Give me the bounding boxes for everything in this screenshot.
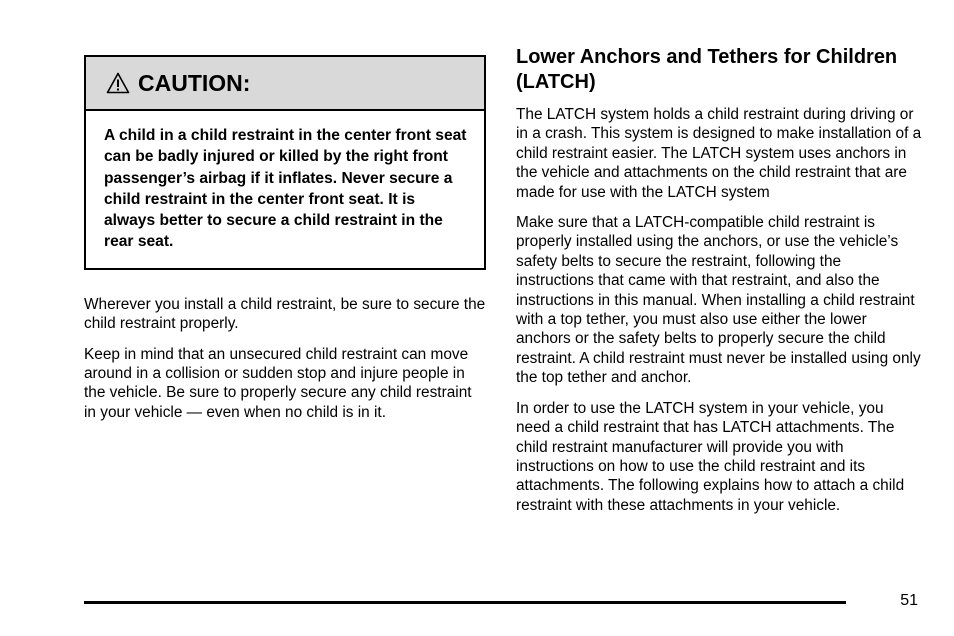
caution-header [86,57,484,111]
caution-title: CAUTION: [138,69,251,96]
paragraph-install-properly: Wherever you install a child restraint, be sure to secure the child restraint properly. [84,295,486,333]
page-number: 51 [900,592,918,609]
warning-triangle-icon [106,72,130,94]
caution-text: A child in a child restraint in the center front seat can be badly injured or killed by the right front passenger’s airbag if it inflates. Never secure a child restraint in the center front seat. It is always better to secure a child restraint in the rear seat. [104,127,467,251]
left-paragraphs [84,295,486,422]
right-column [516,45,922,526]
footer-rule [84,601,846,604]
caution-box [84,55,486,270]
paragraph-latch-usage: In order to use the LATCH system in your vehicle, you need a child restraint that has LATCH attachments. The child restraint manufacturer will provide you with instructions on how to use the child restraint and its attachments. The following explains how to attach a child restraint with these attachments in your vehicle. [516,399,905,514]
paragraph-latch-compatible: Make sure that a LATCH-compatible child restraint is properly installed using the anchors, or use the vehicle’s safety belts to secure the restraint, following the instructions that came with that restraint, and also the instructions in this manual. When installing a child restraint with a top tether, you must also use either the lower anchors or the safety belts to properly secure the child restraint. A child restraint must never be installed using only the top tether and anchor. [516,214,921,387]
left-column [84,55,486,433]
section-heading: Lower Anchors and Tethers for Children (LATCH) [516,46,898,93]
paragraph-latch-system: The LATCH system holds a child restraint during driving or in a crash. This system is designed to make installation of a child restraint easier. The LATCH system uses anchors in the vehicle and attachments on the child restraint that are made for use with the LATCH system [516,106,922,201]
paragraph-unsecured-restraint: Keep in mind that an unsecured child restraint can move around in a collision or sudden stop and injure people in the vehicle. Be sure to properly secure any child restraint in your vehicle — even when no child is in it. [84,345,472,421]
